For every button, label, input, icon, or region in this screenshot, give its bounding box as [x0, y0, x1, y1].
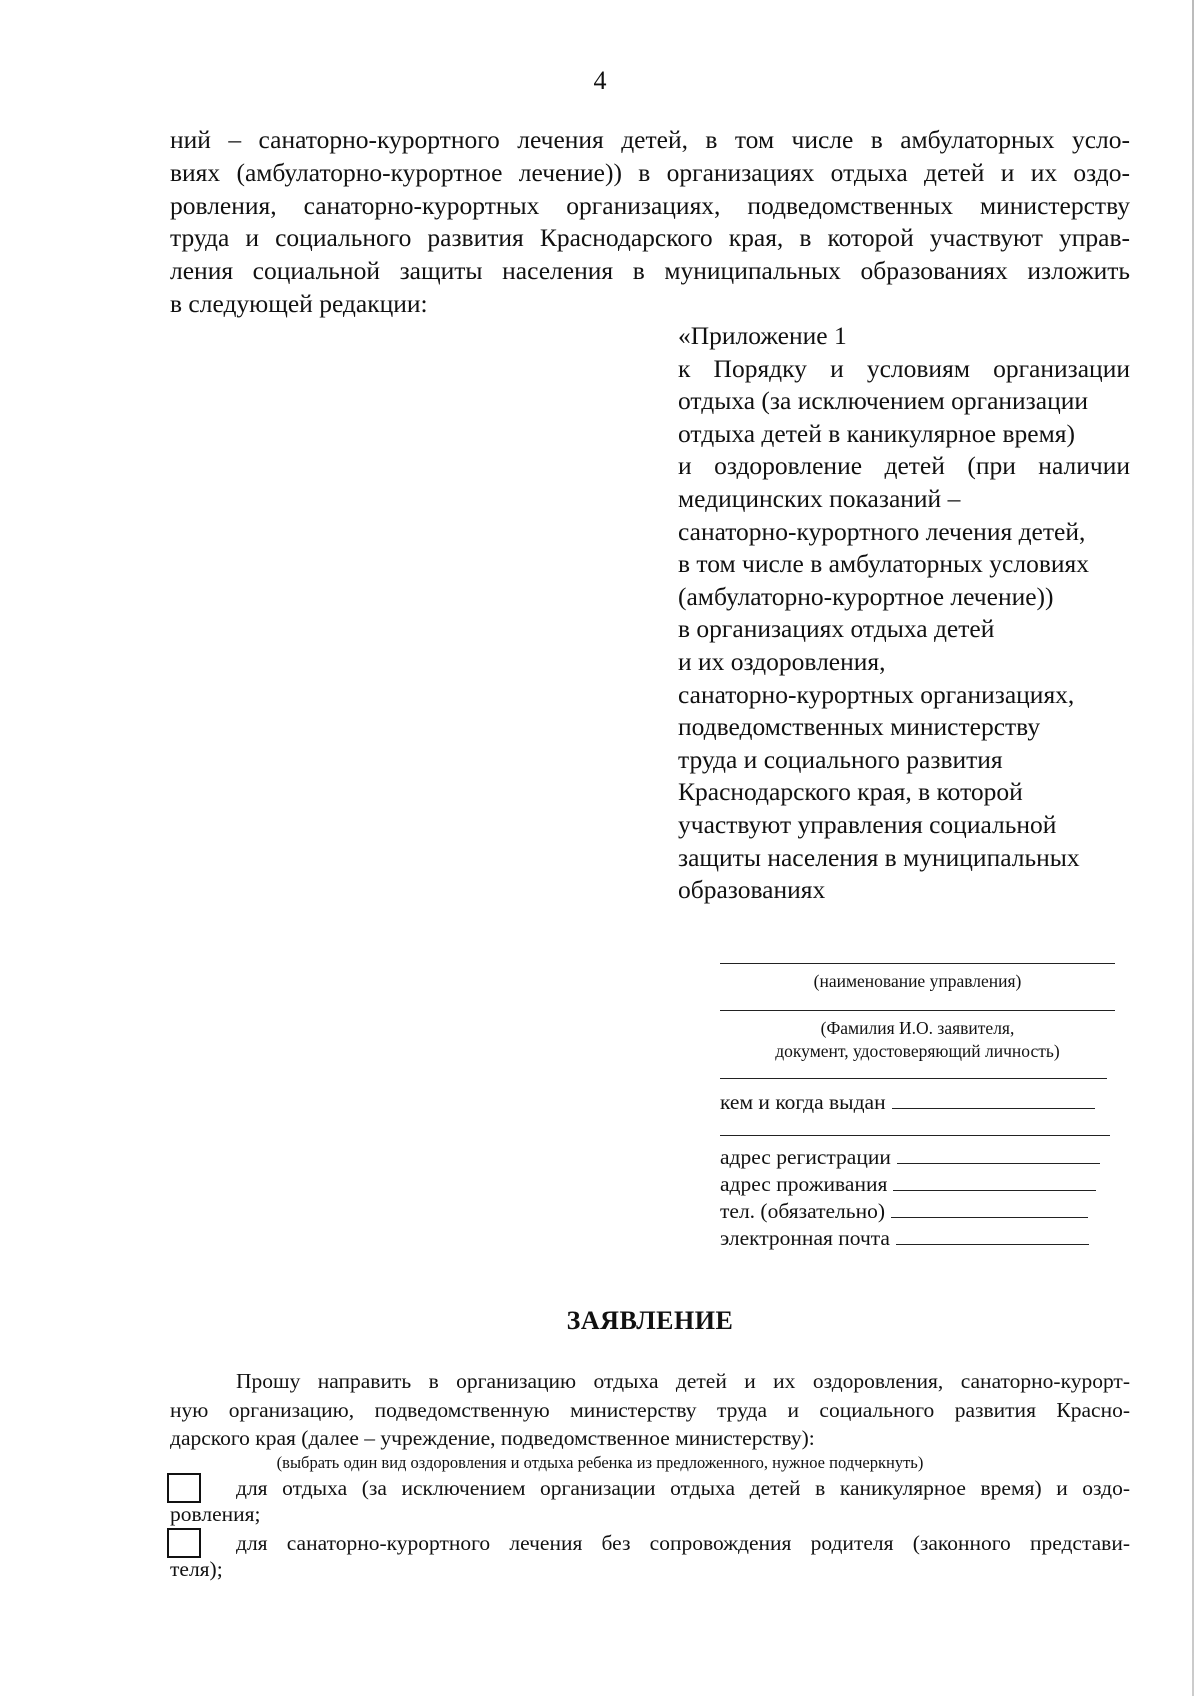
appendix-line: Краснодарского края, в которой [678, 777, 1023, 807]
appendix-line: защиты населения в муниципальных [678, 842, 1080, 872]
intro-line: труда и социального развития Краснодарского края, в которой участвуют управ- [170, 223, 1130, 253]
statement-paragraph [170, 1367, 1130, 1453]
applicant-caption-line1: (Фамилия И.О. заявителя, [820, 1018, 1015, 1038]
page-number: 4 [593, 66, 607, 95]
residence-row [720, 1171, 1096, 1197]
sanatorium-option-label: для санаторно-курортного лечения без сопровождения родителя (законного представи- [236, 1531, 1130, 1555]
department-field[interactable] [720, 963, 1115, 964]
applicant-field[interactable] [720, 1010, 1115, 1011]
phone-label: тел. (обязательно) [720, 1199, 885, 1223]
appendix-line: и их оздоровления, [678, 646, 886, 676]
registration-label: адрес регистрации [720, 1145, 891, 1169]
issued-label: кем и когда выдан [720, 1090, 886, 1114]
phone-row [720, 1198, 1088, 1224]
department-caption: (наименование управления) [813, 971, 1022, 991]
appendix-line: отдыха (за исключением организации [678, 386, 1089, 416]
issued-field[interactable] [892, 1107, 1095, 1109]
phone-field[interactable] [891, 1216, 1088, 1218]
registration-field[interactable] [897, 1162, 1100, 1164]
appendix-line: образованиях [678, 875, 826, 905]
intro-line: в следующей редакции: [170, 288, 428, 318]
appendix-line: подведомственных министерству [678, 712, 1041, 742]
email-label: электронная почта [720, 1226, 890, 1250]
statement-line: дарского края (далее – учреждение, подведомственное министерству): [170, 1426, 815, 1450]
sanatorium-option [170, 1530, 1130, 1582]
rest-option-label-cont: ровления; [170, 1502, 261, 1526]
appendix-line: «Приложение 1 [678, 321, 847, 350]
appendix-line: санаторно-курортного лечения детей, [678, 516, 1086, 546]
document-field[interactable] [720, 1078, 1107, 1079]
rest-option [170, 1475, 1130, 1527]
appendix-line: отдыха детей в каникулярное время) [678, 418, 1075, 448]
scan-edge [1192, 0, 1194, 1696]
intro-line: ления социальной защиты населения в муниципальных образованиях изложить [170, 256, 1130, 286]
appendix-line: в организациях отдыха детей [678, 614, 995, 644]
statement-line: ную организацию, подведомственную министерству труда и социального развития Красно- [170, 1397, 1130, 1422]
residence-label: адрес проживания [720, 1172, 888, 1196]
sanatorium-option-label-cont: теля); [170, 1557, 223, 1581]
intro-line: ний – санаторно-курортного лечения детей, в том числе в амбулаторных усло- [170, 125, 1130, 154]
appendix-line: к Порядку и условиям организации [678, 353, 1130, 383]
appendix-line: в том числе в амбулаторных условиях [678, 549, 1090, 579]
issued-continuation-field[interactable] [720, 1135, 1110, 1136]
appendix-line: медицинских показаний – [678, 483, 961, 513]
appendix-line: участвуют управления социальной [678, 809, 1057, 839]
email-field[interactable] [896, 1243, 1089, 1245]
rest-option-label: для отдыха (за исключением организации отдыха детей в каникулярное время) и оздо- [236, 1476, 1130, 1500]
email-row [720, 1225, 1089, 1251]
applicant-caption-line2: документ, удостоверяющий личность) [775, 1041, 1060, 1061]
intro-line: виях (амбулаторно-курортное лечение)) в организациях отдыха детей и их оздо- [170, 157, 1130, 187]
appendix-line: санаторно-курортных организациях, [678, 679, 1075, 709]
statement-heading: ЗАЯВЛЕНИЕ [566, 1306, 734, 1335]
selection-hint: (выбрать один вид оздоровления и отдыха ребенка из предложенного, нужное подчеркнуть) [276, 1453, 924, 1472]
registration-row [720, 1144, 1100, 1170]
residence-field[interactable] [893, 1189, 1096, 1191]
appendix-line: труда и социального развития [678, 744, 1003, 774]
intro-paragraph [170, 124, 1130, 321]
appendix-line: и оздоровление детей (при наличии [678, 451, 1130, 481]
issued-row [720, 1089, 1095, 1115]
intro-line: ровления, санаторно-курортных организациях, подведомственных министерству [170, 190, 1130, 220]
appendix-line: (амбулаторно-курортное лечение)) [678, 581, 1054, 611]
appendix-header [678, 320, 1130, 907]
statement-line: Прошу направить в организацию отдыха детей и их оздоровления, санаторно-курорт- [236, 1369, 1130, 1393]
